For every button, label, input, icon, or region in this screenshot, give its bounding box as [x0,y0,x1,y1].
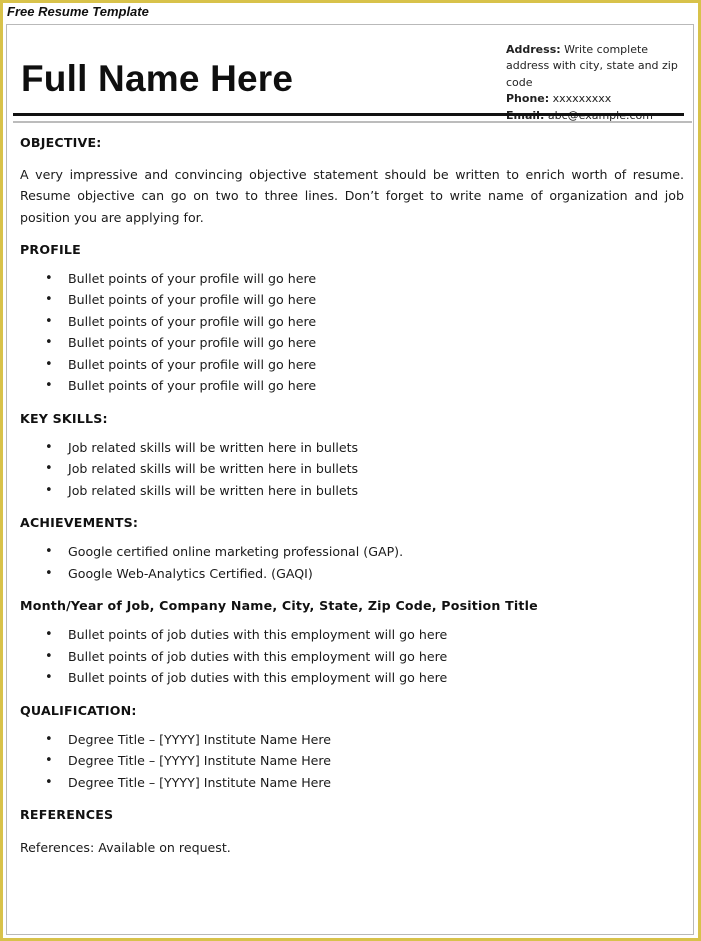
template-label: Free Resume Template [7,4,149,19]
references-section [20,806,684,857]
full-name: Full Name Here [21,58,294,99]
phone-value: xxxxxxxxx [552,92,612,106]
list-item: • Bullet points of your profile will go here [20,332,684,354]
profile-section [20,241,684,397]
list-item: • Job related skills will be written here in bullets [20,437,684,459]
job-section [20,597,684,689]
list-item: • Degree Title – [YYYY] Institute Name Here [20,772,684,794]
references-text: References: Available on request. [20,840,231,856]
list-item: • Degree Title – [YYYY] Institute Name Here [20,750,684,772]
qualification-list [20,729,684,794]
list-item: • Bullet points of your profile will go here [20,354,684,376]
list-item: • Bullet points of job duties with this employment will go here [20,624,684,646]
job-heading: Month/Year of Job, Company Name, City, State, Zip Code, Position Title [20,598,538,614]
resume-body [20,134,684,857]
list-item: • Bullet points of your profile will go here [20,311,684,333]
list-item: • Job related skills will be written here in bullets [20,480,684,502]
objective-heading: OBJECTIVE: [20,135,102,150]
profile-heading: PROFILE [20,241,81,257]
skills-heading: KEY SKILLS: [20,410,108,426]
skills-list [20,437,684,502]
profile-list [20,268,684,397]
skills-section [20,410,684,502]
list-item: • Bullet points of your profile will go here [20,268,684,290]
job-duties-list [20,624,684,689]
list-item: • Job related skills will be written here in bullets [20,458,684,480]
objective-text: A very impressive and convincing objective statement should be written to enrich worth of resume. Resume objective can go on two to three lines. Don’t forget to write name of organization and job position you are applying for. [20,167,684,225]
list-item: • Bullet points of your profile will go here [20,375,684,397]
address-line [506,42,690,91]
header-divider [13,113,684,116]
achievements-list [20,541,684,584]
address-value: Write complete address with city, state and zip code [506,43,678,89]
list-item: • Bullet points of your profile will go here [20,289,684,311]
list-item: • Google certified online marketing professional (GAP). [20,541,684,563]
list-item: • Bullet points of job duties with this employment will go here [20,646,684,668]
header-divider-shadow [13,121,692,123]
list-item: • Bullet points of job duties with this employment will go here [20,667,684,689]
qualification-section [20,702,684,794]
address-label: Address: [506,43,561,56]
achievements-section [20,514,684,584]
phone-line [506,91,690,107]
list-item: • Google Web-Analytics Certified. (GAQI) [20,563,684,585]
contact-block [506,42,690,124]
references-heading: REFERENCES [20,807,114,823]
list-item: • Degree Title – [YYYY] Institute Name Here [20,729,684,751]
achievements-heading: ACHIEVEMENTS: [20,515,139,531]
qualification-heading: QUALIFICATION: [20,702,137,718]
objective-section [20,134,684,228]
phone-label: Phone: [506,92,550,106]
